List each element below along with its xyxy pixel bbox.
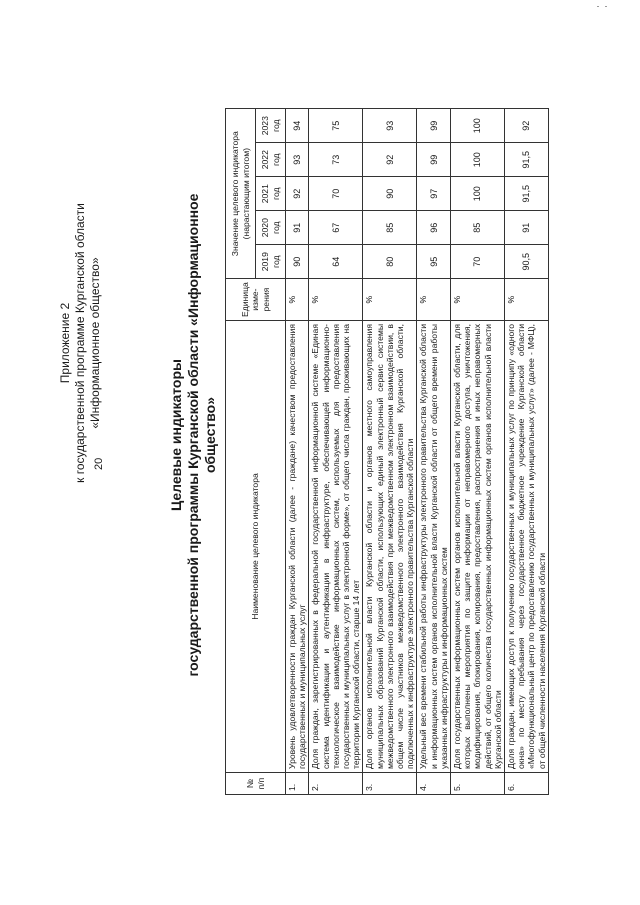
value-2021: 97 bbox=[417, 177, 451, 211]
value-2020: 91 bbox=[286, 211, 309, 245]
row-number: 4. bbox=[417, 773, 451, 795]
appendix-line-3: «Информационное общество» bbox=[88, 257, 102, 429]
value-2023: 99 bbox=[417, 109, 451, 143]
value-2019: 64 bbox=[309, 245, 363, 279]
title-line-2: государственной программы Курганской области «Информационное общество» bbox=[185, 193, 218, 677]
value-2020: 85 bbox=[363, 211, 417, 245]
table-row bbox=[363, 109, 417, 795]
value-2022: 92 bbox=[363, 143, 417, 177]
header-values-group: Значение целевого индикатора (нарастающим итогом) bbox=[226, 109, 256, 279]
indicator-name: Доля граждан, имеющих доступ к получению государственных и муниципальных услуг по принципу «одного окна» по месту пребывания через государственное бюджетное учреждение Курганской области «Многофункциональный центр по предоставлению государственных и муниципальных услуг» (далее - МФЦ), от общей численности населения Курганской области bbox=[505, 321, 549, 773]
indicator-unit: % bbox=[505, 279, 549, 321]
indicator-name: Доля граждан, зарегистрированных в федеральной государственной информационной системе «Единая система идентификации и аутентификации в инфраструктуре, обеспечивающей информационно-технологическое взаимодействие информационных систем, используемых для предоставления государственных и муниципальных услуг в электронной форме», от общего числа граждан, проживающих на территории Курганской области, старше 14 лет bbox=[309, 321, 363, 773]
value-2019: 80 bbox=[363, 245, 417, 279]
header-num: № п/п bbox=[226, 773, 286, 795]
indicator-unit: % bbox=[363, 279, 417, 321]
appendix-block bbox=[58, 173, 103, 513]
header-year-2022: 2022 год bbox=[256, 143, 286, 177]
value-2022: 91,5 bbox=[505, 143, 549, 177]
indicator-unit: % bbox=[417, 279, 451, 321]
row-number: 2. bbox=[309, 773, 363, 795]
title-line-1: Целевые индикаторы bbox=[168, 359, 184, 511]
appendix-line-1: Приложение 2 bbox=[58, 302, 72, 384]
row-number: 1. bbox=[286, 773, 309, 795]
indicators-table bbox=[225, 108, 549, 795]
table-row bbox=[451, 109, 505, 795]
value-2022: 100 bbox=[451, 143, 505, 177]
indicator-name: Доля государственных информационных систем органов исполнительной власти Курганской области, для которых выполнены мероприятия по защите информации от неправомерного доступа, уничтожения, модифицирования, блокирования, копирования, предоставления, распространения и иных неправомерных действий, от общего количества государственных информационных систем органов исполнительной власти Курганской области bbox=[451, 321, 505, 773]
value-2019: 70 bbox=[451, 245, 505, 279]
indicator-name: Доля органов исполнительной власти Курганской области и органов местного самоуправления муниципальных образований Курганской области, использующих единый электронный сервис системы межведомственного электронного взаимодействия при межведомственном электронном взаимодействии, в общем числе участников межведомственного электронного взаимодействия Курганской области, подключенных к инфраструктуре электронного правительства Курганской области bbox=[363, 321, 417, 773]
table-row bbox=[309, 109, 363, 795]
value-2020: 96 bbox=[417, 211, 451, 245]
page-number: 20 bbox=[93, 457, 105, 470]
row-number: 6. bbox=[505, 773, 549, 795]
value-2023: 92 bbox=[505, 109, 549, 143]
value-2022: 73 bbox=[309, 143, 363, 177]
value-2023: 100 bbox=[451, 109, 505, 143]
header-year-2020: 2020 год bbox=[256, 211, 286, 245]
value-2019: 90,5 bbox=[505, 245, 549, 279]
table-row bbox=[417, 109, 451, 795]
header-unit: Единица изме- рения bbox=[226, 279, 286, 321]
value-2021: 70 bbox=[309, 177, 363, 211]
indicator-unit: % bbox=[286, 279, 309, 321]
value-2019: 95 bbox=[417, 245, 451, 279]
appendix-line-2: к государственной программе Курганской области bbox=[73, 203, 87, 483]
table-row bbox=[286, 109, 309, 795]
document-title bbox=[168, 185, 219, 685]
value-2023: 93 bbox=[363, 109, 417, 143]
value-2020: 91 bbox=[505, 211, 549, 245]
header-name: Наименование целевого индикатора bbox=[226, 321, 286, 773]
value-2019: 90 bbox=[286, 245, 309, 279]
indicator-unit: % bbox=[451, 279, 505, 321]
value-2022: 93 bbox=[286, 143, 309, 177]
table-row bbox=[505, 109, 549, 795]
row-number: 5. bbox=[451, 773, 505, 795]
value-2021: 100 bbox=[451, 177, 505, 211]
value-2022: 99 bbox=[417, 143, 451, 177]
row-number: 3. bbox=[363, 773, 417, 795]
header-year-2023: 2023 год bbox=[256, 109, 286, 143]
value-2021: 90 bbox=[363, 177, 417, 211]
header-year-2021: 2021 год bbox=[256, 177, 286, 211]
value-2021: 91,5 bbox=[505, 177, 549, 211]
indicator-name: Удельный вес времени стабильной работы инфраструктуры электронного правительства Курганской области и информационных систем органов исполнительной власти Курганской области от общего времени работы указанных инфраструктуры и информационных систем bbox=[417, 321, 451, 773]
value-2023: 94 bbox=[286, 109, 309, 143]
value-2020: 67 bbox=[309, 211, 363, 245]
value-2023: 75 bbox=[309, 109, 363, 143]
header-year-2019: 2019 год bbox=[256, 245, 286, 279]
indicator-name: Уровень удовлетворенности граждан Курганской области (далее - граждане) качеством предоставления государственных и муниципальных услуг bbox=[286, 321, 309, 773]
value-2020: 85 bbox=[451, 211, 505, 245]
indicator-unit: % bbox=[309, 279, 363, 321]
value-2021: 92 bbox=[286, 177, 309, 211]
